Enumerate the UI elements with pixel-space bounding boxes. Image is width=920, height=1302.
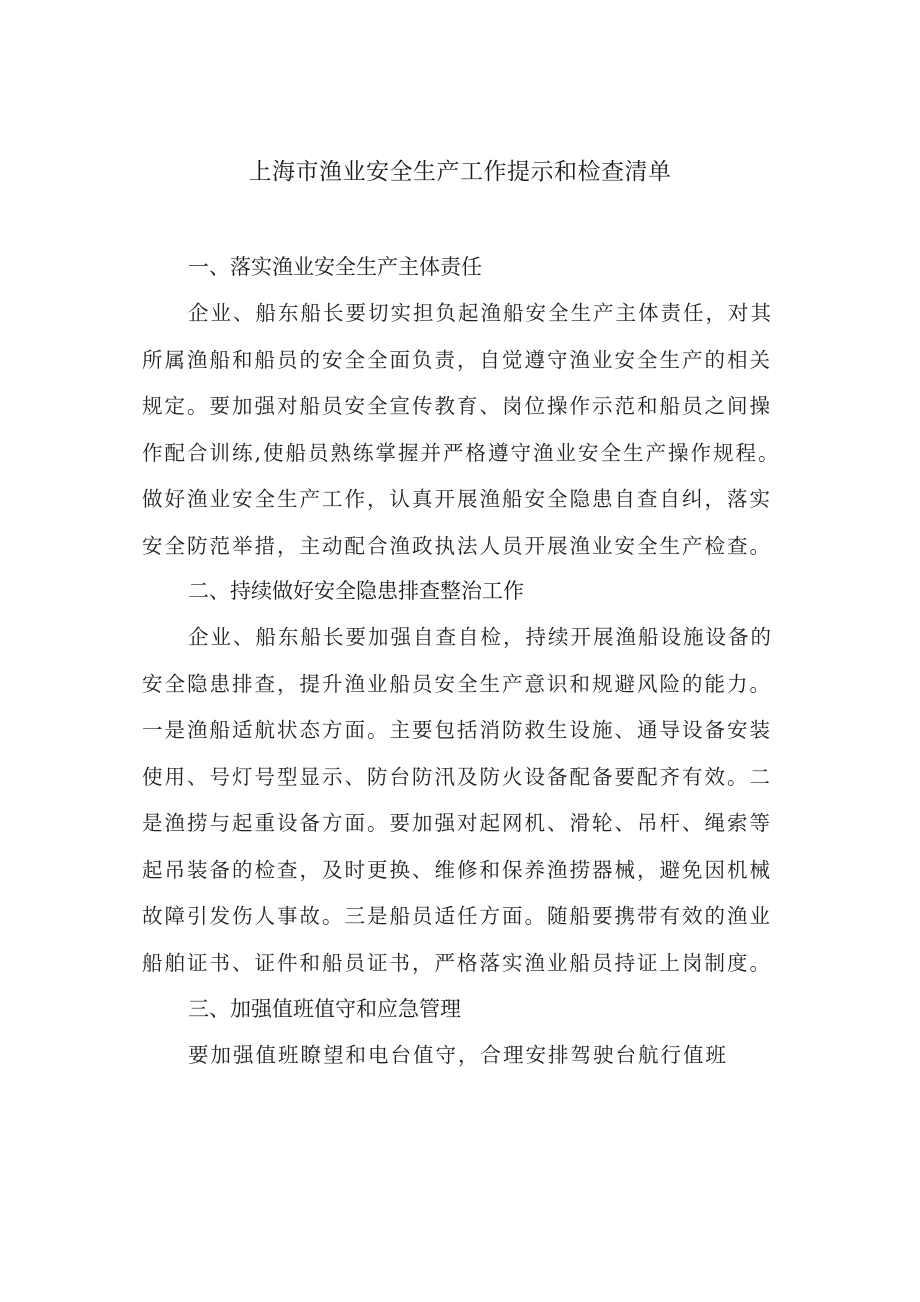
paragraph-line: 所属渔船和船员的安全全面负责，自觉遵守渔业安全生产的相关 (142, 347, 772, 372)
section-paragraph (142, 1032, 792, 1079)
section-3 (142, 989, 792, 1079)
paragraph-line: 是渔捞与起重设备方面。要加强对起网机、滑轮、吊杆、绳索等 (142, 811, 772, 835)
section-paragraph (142, 614, 792, 986)
section-heading: 一、落实渔业安全生产主体责任 (188, 255, 482, 279)
paragraph-line: 作配合训练,使船员熟练掌握并严格遵守渔业安全生产操作规程。 (142, 440, 781, 465)
page-title: 上海市渔业安全生产工作提示和检查清单 (248, 159, 672, 185)
paragraph-line: 企业、船东船长要切实担负起渔船安全生产主体责任，对其 (188, 301, 773, 325)
paragraph-line: 起吊装备的检查，及时更换、维修和保养渔捞器械，避免因机械 (142, 857, 772, 882)
section-1 (142, 247, 792, 569)
section-2 (142, 571, 792, 986)
paragraph-line: 一是渔船适航状态方面。主要包括消防救生设施、通导设备安装 (142, 718, 772, 742)
paragraph-line: 安全隐患排查，提升渔业船员安全生产意识和规避风险的能力。 (142, 671, 772, 696)
paragraph-line: 船舶证书、证件和船员证书，严格落实渔业船员持证上岗制度。 (142, 950, 772, 975)
paragraph-line: 规定。要加强对船员安全宣传教育、岗位操作示范和船员之间操 (142, 394, 772, 418)
paragraph-line: 要加强值班瞭望和电台值守，合理安排驾驶台航行值班 (188, 1043, 728, 1067)
section-paragraph (142, 290, 792, 569)
paragraph-line: 安全防范举措，主动配合渔政执法人员开展渔业安全生产检查。 (142, 533, 772, 558)
section-heading: 二、持续做好安全隐患排查整治工作 (188, 579, 524, 603)
paragraph-line: 使用、号灯号型显示、防台防汛及防火设备配备要配齐有效。二 (142, 764, 772, 789)
paragraph-line: 故障引发伤人事故。三是船员适任方面。随船要携带有效的渔业 (142, 904, 772, 928)
section-heading: 三、加强值班值守和应急管理 (188, 997, 461, 1021)
paragraph-line: 做好渔业安全生产工作，认真开展渔船安全隐患自查自纠，落实 (142, 487, 772, 511)
paragraph-line: 企业、船东船长要加强自查自检，持续开展渔船设施设备的 (188, 625, 773, 649)
